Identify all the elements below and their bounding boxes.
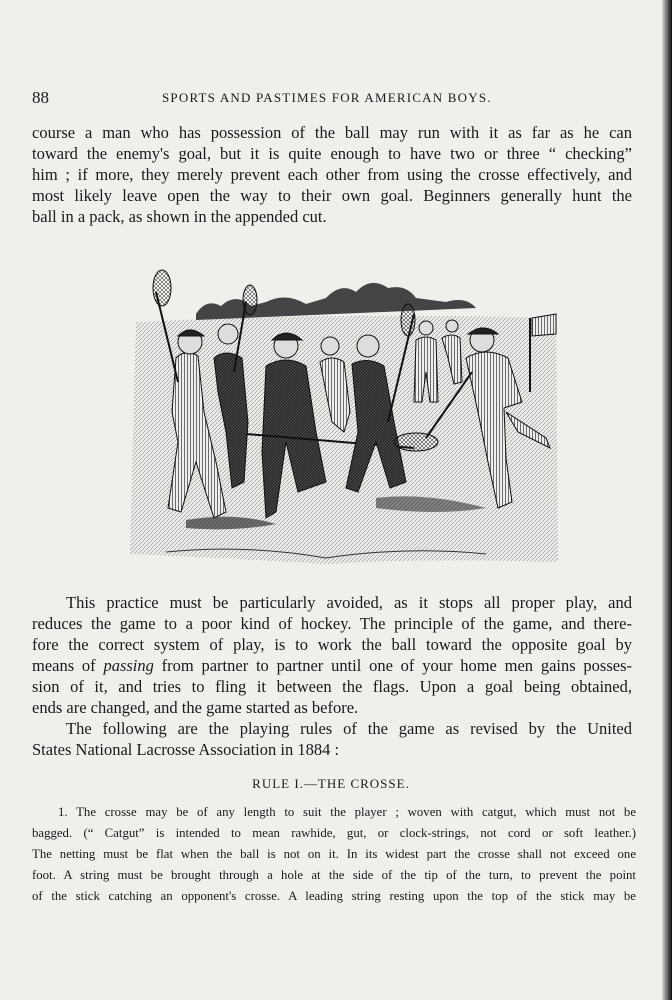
text-line: him ; if more, they merely prevent each other from using the crosse effectively, and xyxy=(32,165,632,184)
italic-word: passing xyxy=(103,656,154,675)
text-line: course a man who has possession of the ball may run with it as far as he can xyxy=(32,123,632,142)
page-header xyxy=(32,88,632,108)
text-line: toward the enemy's goal, but it is quite enough to have two or three “ checking” xyxy=(32,144,632,163)
rule-heading: RULE I.—THE CROSSE. xyxy=(252,776,410,791)
page-number: 88 xyxy=(32,88,49,107)
text-line: of the stick catching an opponent's crosse. A leading string resting upon the top of the stick may be xyxy=(32,889,636,903)
text-line: bagged. (“ Catgut” is intended to mean rawhide, gut, or clock-strings, not cord or soft leather.) xyxy=(32,826,636,840)
text-line: This practice must be particularly avoided, as it stops all proper play, and xyxy=(66,593,632,612)
text-line: reduces the game to a poor kind of hockey. The principle of the game, and there- xyxy=(32,614,632,633)
paragraph-rules-intro xyxy=(32,718,632,760)
lacrosse-illustration xyxy=(126,262,560,570)
text-line: States National Lacrosse Association in 1884 : xyxy=(32,740,340,759)
text-line: most likely leave open the way to their own goal. Beginners generally hunt the xyxy=(32,186,632,205)
text-line: The following are the playing rules of the game as revised by the United xyxy=(66,719,632,738)
rule-text xyxy=(32,802,636,907)
text-line xyxy=(32,655,632,676)
text-line: foot. A string must be brought through a hole at the side of the tip of the turn, to prevent the point xyxy=(32,868,636,882)
paragraph-practice xyxy=(32,592,632,718)
page-edge-shadow xyxy=(662,0,672,1000)
running-head: SPORTS AND PASTIMES FOR AMERICAN BOYS. xyxy=(162,90,492,105)
text-segment: from partner to partner until one of your home men gains posses- xyxy=(153,656,632,675)
text-line: sion of it, and tries to fling it between the flags. Upon a goal being obtained, xyxy=(32,677,632,696)
text-line: fore the correct system of play, is to work the ball toward the opposite goal by xyxy=(32,635,632,654)
text-line: 1. The crosse may be of any length to suit the player ; woven with catgut, which must not be xyxy=(58,805,636,819)
text-line: The netting must be flat when the ball is not on it. In its widest part the crosse shall not exceed one xyxy=(32,847,636,861)
text-line: ends are changed, and the game started as before. xyxy=(32,698,359,717)
text-line: ball in a pack, as shown in the appended cut. xyxy=(32,207,327,226)
text-segment: means of xyxy=(32,656,104,675)
paragraph-intro xyxy=(32,122,632,227)
